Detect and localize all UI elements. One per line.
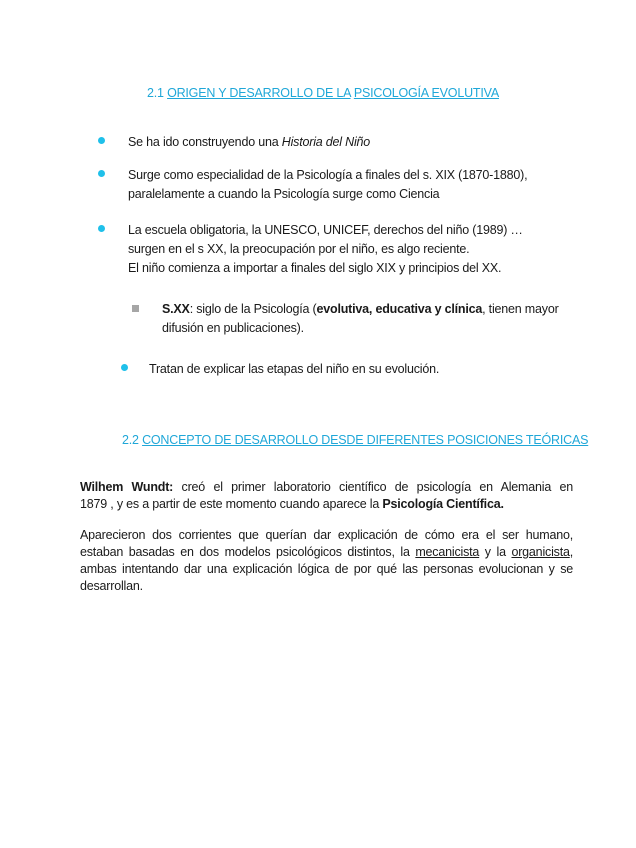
bullet-dot — [98, 225, 105, 232]
models-paragraph — [80, 527, 573, 595]
wundt-line2-start: 1879 , y es a partir de este momento cuando aparece la — [80, 497, 383, 511]
wundt-name: Wilhem Wundt: — [80, 480, 174, 494]
bullet-text-4 — [149, 360, 439, 379]
sub-bullet-line1 — [162, 300, 559, 319]
bullet-square — [132, 305, 139, 312]
models-line2 — [80, 544, 573, 561]
wundt-line2-bold: Psicología Científica. — [382, 497, 504, 511]
section-number: 2.1 — [147, 86, 164, 100]
wundt-line1-rest: creó el primer laboratorio científico de psicología en Alemania en — [173, 480, 573, 494]
section-heading-2-2 — [122, 433, 588, 447]
sub-text1: : siglo de la Psicología ( — [189, 302, 317, 316]
sub-bullet-line2: difusión en publicaciones). — [162, 321, 304, 335]
bullet-text-2 — [128, 166, 527, 204]
wundt-paragraph — [80, 479, 573, 513]
models-and: y la — [479, 545, 512, 559]
models-line1: Aparecieron dos corrientes que querían dar explicación de cómo era el ser humano, — [80, 528, 573, 542]
sub-text2: , tienen mayor — [482, 302, 559, 316]
bullet-dot — [98, 170, 105, 177]
sub-bold-sxx: S.XX — [162, 302, 190, 316]
section-title-part2: PSICOLOGÍA EVOLUTIVA — [353, 86, 499, 100]
bullet-1-italic: Historia del Niño — [281, 135, 371, 149]
bullet-2-line1: Surge como especialidad de la Psicología a finales del s. XIX (1870-1880), — [128, 168, 528, 182]
section-title: CONCEPTO DE DESARROLLO DESDE DIFERENTES POSICIONES TEÓRICAS — [142, 433, 589, 447]
bullet-dot — [98, 137, 105, 144]
bullet-3-line2: surgen en el s XX, la preocupación por el niño, es algo reciente. — [128, 242, 470, 256]
wundt-line1 — [80, 479, 573, 496]
sub-bullet-text — [162, 300, 559, 338]
bullet-3-line3: El niño comienza a importar a finales del siglo XIX y principios del XX. — [128, 261, 502, 275]
models-line4: desarrollan. — [80, 579, 143, 593]
bullet-dot — [121, 364, 128, 371]
bullet-1-text: Se ha ido construyendo una — [128, 135, 282, 149]
section-heading-2-1 — [147, 86, 499, 100]
section-number: 2.2 — [122, 433, 139, 447]
bullet-text-3 — [128, 221, 523, 278]
bullet-3-line1: La escuela obligatoria, la UNESCO, UNICEF, derechos del niño (1989) … — [128, 223, 523, 237]
bullet-2-line2: paralelamente a cuando la Psicología surge como Ciencia — [128, 187, 440, 201]
wundt-line2 — [80, 496, 573, 513]
models-line3: ambas intentando dar una explicación lógica de por qué las personas evolucionan y se — [80, 562, 573, 576]
sub-bold-types: evolutiva, educativa y clínica — [316, 302, 483, 316]
mecanicista-term: mecanicista — [415, 545, 480, 559]
models-line2-start: estaban basadas en dos modelos psicológicos distintos, la — [80, 545, 416, 559]
bullet-text-1 — [128, 133, 370, 152]
organicista-term: organicista — [511, 545, 570, 559]
section-title-part1: ORIGEN Y DESARROLLO DE LA — [167, 86, 351, 100]
bullet-4-text: Tratan de explicar las etapas del niño en su evolución. — [149, 362, 440, 376]
models-comma: , — [569, 545, 573, 559]
